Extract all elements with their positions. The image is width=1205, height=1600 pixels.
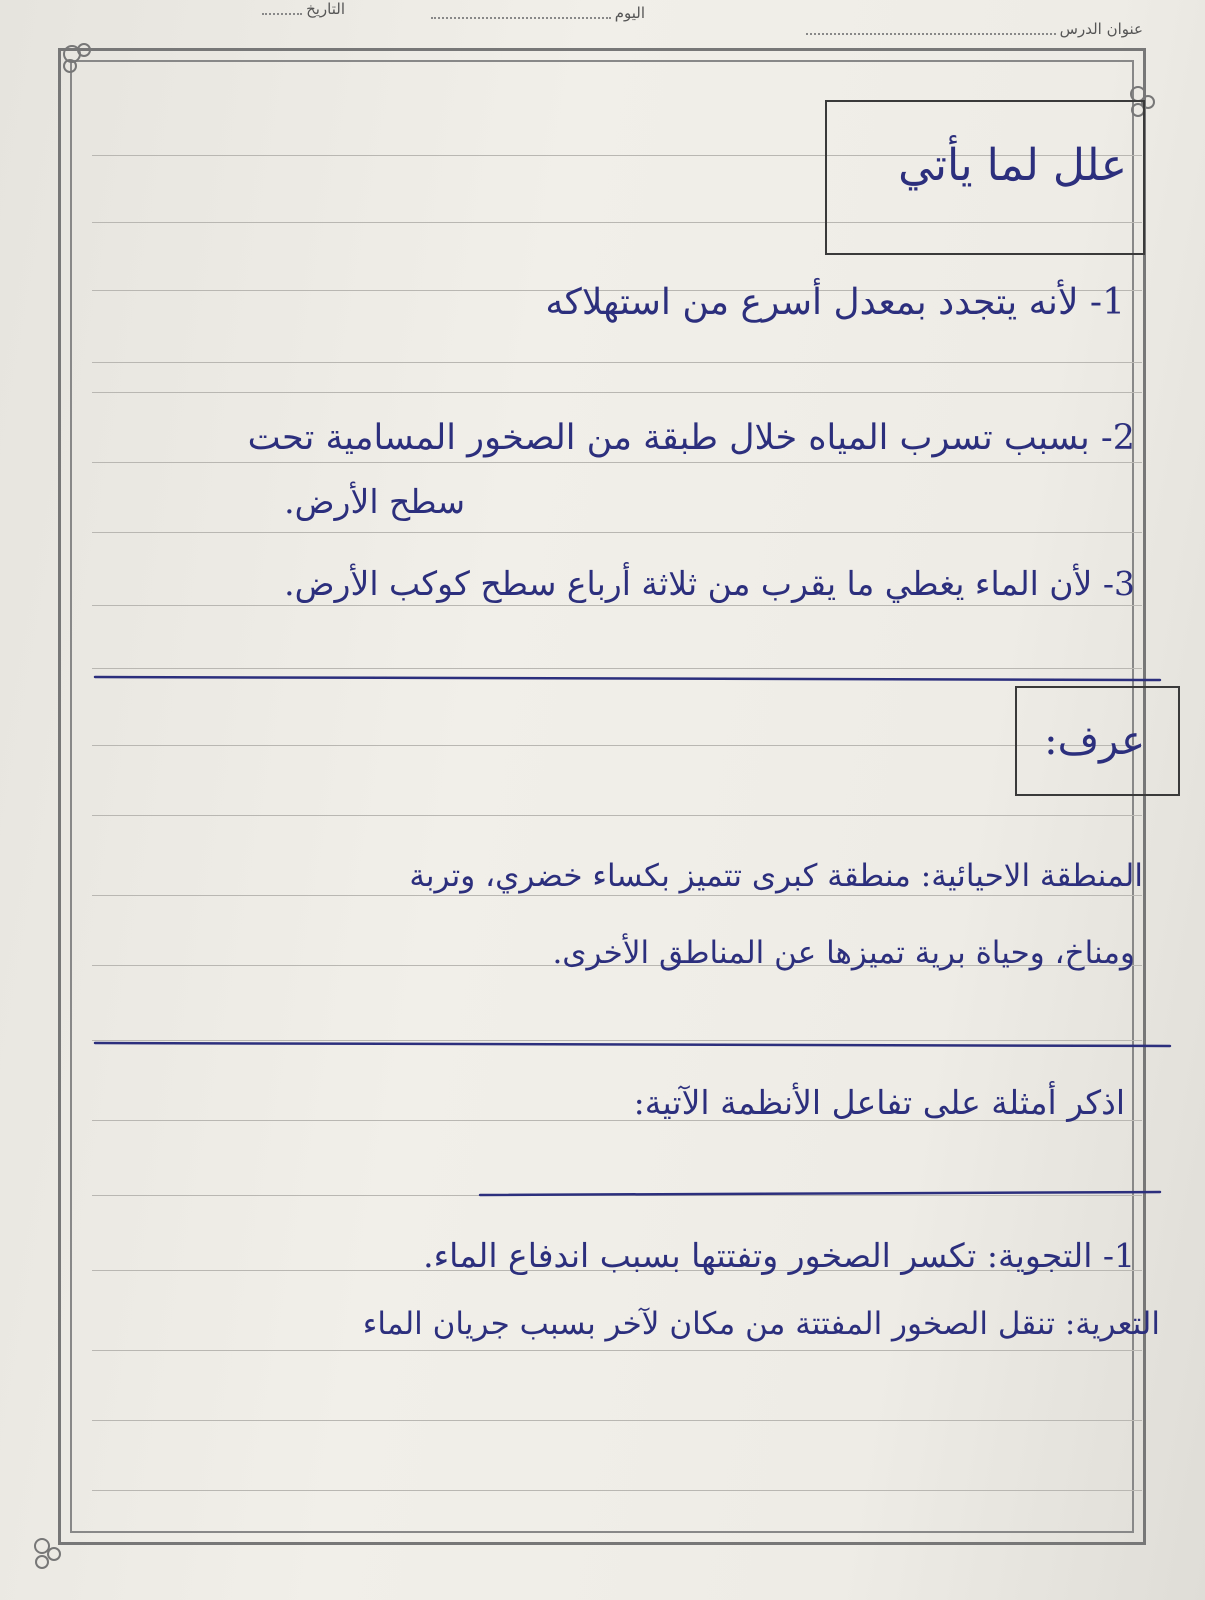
examples-question: اذكر أمثلة على تفاعل الأنظمة الآتية: [633, 1083, 1125, 1122]
define-line-1: المنطقة الاحيائية: منطقة كبرى تتميز بكساء خضري، وتربة [409, 858, 1143, 894]
lesson-title-label: عنوان الدرس [1059, 20, 1143, 38]
examples-answer-2: التعرية: تنقل الصخور المفتتة من مكان لآخر بسبب جريان الماء [362, 1306, 1160, 1342]
date-label: التاريخ [306, 0, 345, 18]
explain-heading: علل لما يأتي [898, 140, 1127, 191]
examples-answer-1: 1- التجوية: تكسر الصخور وتفتتها بسبب اندفاع الماء. [423, 1236, 1135, 1275]
ink-separator-line [95, 1043, 1170, 1046]
explain-answer-2-continued: سطح الأرض. [284, 482, 465, 521]
ink-separator-line [480, 1192, 1160, 1195]
explain-answer-3: 3- لأن الماء يغطي ما يقرب من ثلاثة أرباع سطح كوكب الأرض. [284, 564, 1135, 603]
explain-answer-1: 1- لأنه يتجدد بمعدل أسرع من استهلاكه [545, 282, 1125, 323]
ink-separator-line [95, 677, 1160, 680]
day-label: اليوم [614, 4, 645, 22]
explain-answer-2: 2- بسبب تسرب المياه خلال طبقة من الصخور المسامية تحت [247, 418, 1135, 458]
define-line-2: ومناخ، وحياة برية تميزها عن المناطق الأخرى. [552, 935, 1135, 971]
define-heading: عرف: [1044, 718, 1145, 764]
